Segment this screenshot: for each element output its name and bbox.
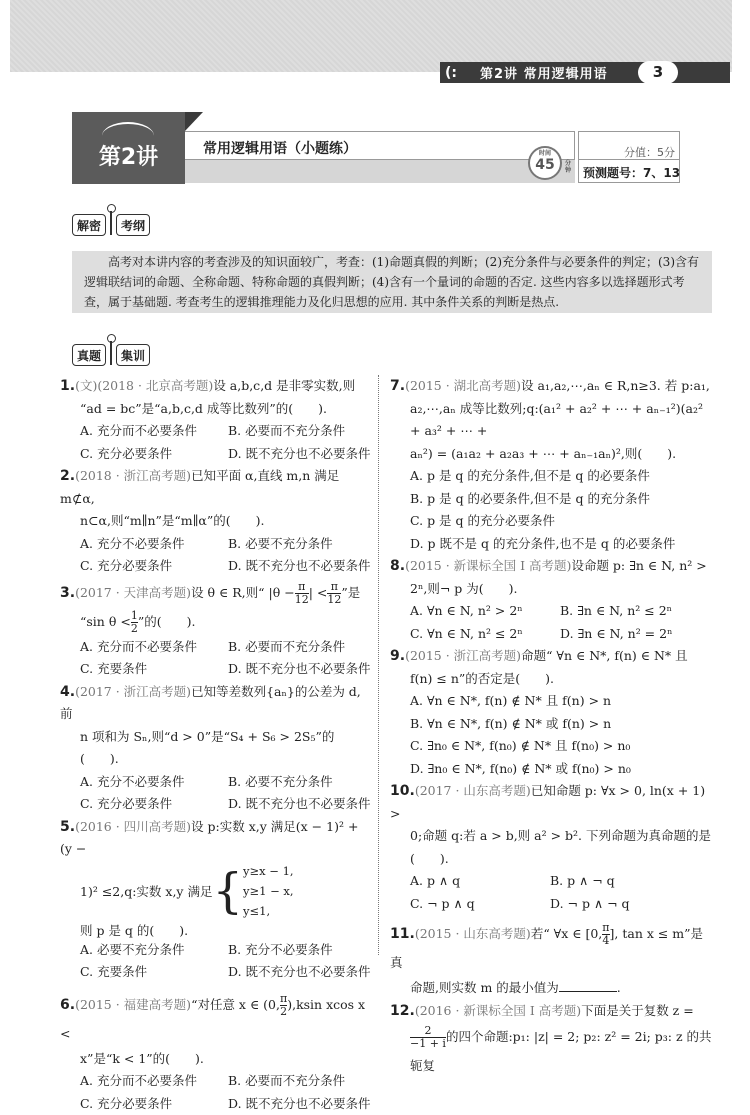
question-text: n⊂α,则“m∥n”是“m∥α”的( ). bbox=[60, 510, 372, 533]
clock-unit: 分钟 bbox=[564, 160, 572, 174]
option-a: A. 充分不必要条件 bbox=[80, 771, 228, 794]
question-number: 6. bbox=[60, 997, 75, 1013]
math-part: 2 bbox=[410, 1025, 446, 1038]
question-source: (2017 · 浙江高考题) bbox=[75, 684, 191, 699]
lecture-title: 常用逻辑用语（小题练） bbox=[185, 131, 575, 160]
option-c: C. 充分必要条件 bbox=[80, 793, 228, 816]
question-number: 5. bbox=[60, 819, 75, 835]
math-part: π bbox=[295, 581, 309, 594]
option-d: D. ∃n₀ ∈ N*, f(n₀) ∉ N* 或 f(n₀) > n₀ bbox=[390, 758, 715, 781]
option-d: D. 既不充分也不必要条件 bbox=[228, 658, 372, 681]
option-b: B. ∀n ∈ N*, f(n) ∉ N* 或 f(n) > n bbox=[390, 713, 715, 736]
option-b: B. 必要不充分条件 bbox=[228, 533, 372, 556]
right-column bbox=[390, 375, 715, 1080]
clock-label: 时间 bbox=[530, 150, 560, 158]
question-number: 10. bbox=[390, 783, 415, 799]
answer-blank[interactable] bbox=[559, 978, 617, 992]
math-part: 4 bbox=[602, 935, 609, 947]
question-source: (2015 · 山东高考题) bbox=[415, 926, 531, 941]
option-a: A. 充分而不必要条件 bbox=[80, 636, 228, 659]
math-part: 2 bbox=[280, 1006, 287, 1018]
section-tag-real-questions bbox=[72, 344, 150, 366]
section-tag-exam-outline bbox=[72, 214, 150, 236]
question-4 bbox=[60, 681, 372, 816]
question-text: | < bbox=[309, 585, 328, 600]
corner-triangle bbox=[185, 112, 203, 131]
fraction bbox=[602, 922, 609, 947]
option-d: D. 既不充分也不必要条件 bbox=[228, 443, 372, 466]
question-number: 1. bbox=[60, 378, 75, 394]
question-text: 则 p 是 q 的( ). bbox=[80, 921, 188, 939]
question-source: (文)(2018 · 北京高考题) bbox=[75, 378, 213, 393]
option-c: C. 充分必要条件 bbox=[80, 443, 228, 466]
question-text: ( ). bbox=[390, 848, 715, 871]
option-c: C. ∀n ∈ N, n² ≤ 2ⁿ bbox=[410, 623, 560, 646]
option-b: B. 必要不充分条件 bbox=[228, 771, 372, 794]
math-part: y≥1 − x, bbox=[243, 881, 294, 901]
option-d: D. p 既不是 q 的充分条件,也不是 q 的必要条件 bbox=[390, 533, 715, 556]
option-d: D. 既不充分也不必要条件 bbox=[228, 555, 372, 578]
alarm-clock-icon bbox=[528, 146, 562, 180]
question-text: 已知等差数列{aₙ}的公差为 d,前 bbox=[60, 684, 361, 722]
question-text: 命题“ ∀n ∈ N*, f(n) ∈ N* 且 bbox=[521, 648, 688, 663]
question-text: 设 p:实数 x,y 满足(x − 1)² + (y − bbox=[60, 819, 358, 857]
title-strip bbox=[185, 160, 575, 183]
option-a: A. 充分而不必要条件 bbox=[80, 1070, 228, 1093]
question-12 bbox=[390, 1000, 715, 1081]
question-text: a₂,⋯,aₙ 成等比数列;q:(a₁² + a₂² + ⋯ + aₙ₋₁²)(a₂² + a₃² + ⋯ + bbox=[390, 398, 715, 443]
math-part: 12 bbox=[327, 594, 341, 606]
option-c: C. 充要条件 bbox=[80, 961, 228, 984]
question-text: 1)² ≤2,q:实数 x,y 满足 bbox=[80, 882, 212, 900]
question-text: 2ⁿ,则¬ p 为( ). bbox=[390, 578, 715, 601]
math-part: π bbox=[327, 581, 341, 594]
option-c: C. ¬ p ∧ q bbox=[410, 893, 550, 916]
option-b: B. p ∧ ¬ q bbox=[550, 870, 715, 893]
question-text: 0;命题 q:若 a > b,则 a² > b². 下列命题为真命题的是 bbox=[390, 825, 715, 848]
info-box bbox=[578, 131, 680, 183]
option-b: B. 必要而不充分条件 bbox=[228, 1070, 372, 1093]
left-column bbox=[60, 375, 372, 1115]
math-part: y≥x − 1, bbox=[243, 861, 294, 881]
question-7 bbox=[390, 375, 715, 555]
score-text: 分值：5分 bbox=[624, 144, 675, 160]
question-text: 设 a₁,a₂,⋯,aₙ ∈ R,n≥3. 若 p:a₁, bbox=[521, 378, 710, 393]
brace-icon: { bbox=[212, 861, 243, 921]
intro-text: 高考对本讲内容的考查涉及的知识面较广，考查：(1)命题真假的判断；(2)充分条件与必要条件的判定；(3)含有逻辑联结词的命题、全称命题、特称命题的真假判断；(4)含有一个量词的命题的否定. 这些内容多以选择题形式考查，属于基础题. 考查考生的逻辑推理能力及化归思想的应用. 其中条件关系的判断是热点. bbox=[72, 251, 712, 313]
arc-decoration-icon bbox=[102, 122, 154, 136]
question-source: (2018 · 浙江高考题) bbox=[75, 468, 191, 483]
option-c: C. ∃n₀ ∈ N*, f(n₀) ∉ N* 且 f(n₀) > n₀ bbox=[390, 735, 715, 758]
question-source: (2015 · 新课标全国 Ⅰ 高考题) bbox=[405, 558, 571, 573]
option-c: C. 充分必要条件 bbox=[80, 555, 228, 578]
question-number: 2. bbox=[60, 468, 75, 484]
question-source: (2016 · 新课标全国 Ⅰ 高考题) bbox=[415, 1003, 581, 1018]
question-text: aₙ²) = (a₁a₂ + a₂a₃ + ⋯ + aₙ₋₁aₙ)²,则( ). bbox=[390, 443, 715, 466]
tag-right: 集训 bbox=[116, 344, 150, 366]
question-text: “对任意 x ∈ (0, bbox=[191, 997, 280, 1012]
inequality-system bbox=[212, 861, 293, 921]
question-text: 若“ ∀x ∈ [0, bbox=[531, 926, 602, 941]
option-b: B. 充分不必要条件 bbox=[228, 939, 372, 962]
option-b: B. ∃n ∈ N, n² ≤ 2ⁿ bbox=[560, 600, 715, 623]
question-source: (2017 · 天津高考题) bbox=[75, 585, 191, 600]
option-b: B. 必要而不充分条件 bbox=[228, 636, 372, 659]
clock-value: 45 bbox=[535, 157, 554, 173]
question-source: (2016 · 四川高考题) bbox=[75, 819, 191, 834]
fraction bbox=[410, 1025, 446, 1050]
question-text: ], tan x ≤ m”是真 bbox=[390, 926, 703, 970]
question-text: 命题,则实数 m 的最小值为 bbox=[410, 980, 559, 995]
question-5 bbox=[60, 816, 372, 984]
fraction bbox=[295, 581, 309, 606]
question-text: 的四个命题:p₁: |z| = 2; p₂: z² = 2i; p₃: z 的共轭复 bbox=[410, 1029, 712, 1073]
key-icon bbox=[106, 214, 116, 236]
option-b: B. 必要而不充分条件 bbox=[228, 420, 372, 443]
option-a: A. p ∧ q bbox=[410, 870, 550, 893]
option-a: A. 充分而不必要条件 bbox=[80, 420, 228, 443]
question-10 bbox=[390, 780, 715, 915]
question-number: 11. bbox=[390, 926, 415, 942]
question-source: (2015 · 福建高考题) bbox=[75, 997, 191, 1012]
question-3 bbox=[60, 578, 372, 681]
question-number: 12. bbox=[390, 1003, 415, 1019]
math-part: 1 bbox=[131, 610, 138, 623]
option-d: D. ¬ p ∧ ¬ q bbox=[550, 893, 715, 916]
question-9 bbox=[390, 645, 715, 780]
question-2 bbox=[60, 465, 372, 578]
question-8 bbox=[390, 555, 715, 645]
question-text: n 项和为 Sₙ,则“d > 0”是“S₄ + S₆ > 2S₅”的( ). bbox=[60, 726, 372, 771]
option-a: A. 充分不必要条件 bbox=[80, 533, 228, 556]
tag-left: 真题 bbox=[72, 344, 106, 366]
question-1 bbox=[60, 375, 372, 465]
page-number: 3 bbox=[638, 61, 678, 84]
question-text: f(n) ≤ n”的否定是( ). bbox=[390, 668, 715, 691]
option-c: C. 充要条件 bbox=[80, 658, 228, 681]
question-text: x”是“k < 1”的( ). bbox=[60, 1048, 372, 1071]
question-6 bbox=[60, 990, 372, 1115]
option-c: C. 充分必要条件 bbox=[80, 1093, 228, 1115]
option-d: D. 既不充分也不必要条件 bbox=[228, 961, 372, 984]
math-part: y≤1, bbox=[243, 901, 294, 921]
math-part: 2 bbox=[131, 623, 138, 635]
fraction bbox=[280, 993, 287, 1018]
math-part: −1 + i bbox=[410, 1038, 446, 1050]
question-11 bbox=[390, 919, 715, 1000]
question-number: 4. bbox=[60, 684, 75, 700]
question-text: ”的( ). bbox=[138, 614, 196, 629]
math-part: 12 bbox=[295, 594, 309, 606]
option-c: C. p 是 q 的充分必要条件 bbox=[390, 510, 715, 533]
tag-left: 解密 bbox=[72, 214, 106, 236]
column-divider bbox=[378, 375, 379, 955]
predicted-questions: 预测题号：7、13 bbox=[579, 159, 679, 181]
question-text: 已知命题 p: ∀x > 0, ln(x + 1) > bbox=[390, 783, 705, 821]
period: . bbox=[617, 980, 621, 995]
question-number: 8. bbox=[390, 558, 405, 574]
math-part: π bbox=[280, 993, 287, 1006]
question-text: 设 θ ∈ R,则“ |θ − bbox=[191, 585, 295, 600]
tag-right: 考纲 bbox=[116, 214, 150, 236]
question-text: “ad = bc”是“a,b,c,d 成等比数列”的( ). bbox=[60, 398, 372, 421]
option-b: B. p 是 q 的必要条件,但不是 q 的充分条件 bbox=[390, 488, 715, 511]
fraction bbox=[327, 581, 341, 606]
question-text: 下面是关于复数 z = bbox=[581, 1003, 694, 1018]
lecture-label-box bbox=[72, 112, 185, 184]
chapter-mark-icon: (: bbox=[440, 65, 462, 81]
lecture-label: 第2讲 bbox=[99, 145, 158, 170]
running-title: 第2讲 常用逻辑用语 bbox=[480, 63, 608, 82]
question-text: 设命题 p: ∃n ∈ N, n² > bbox=[571, 558, 706, 573]
question-source: (2015 · 浙江高考题) bbox=[405, 648, 521, 663]
option-a: A. ∀n ∈ N*, f(n) ∉ N* 且 f(n) > n bbox=[390, 690, 715, 713]
question-text: ),ksin xcos x < bbox=[60, 997, 365, 1041]
fraction bbox=[131, 610, 138, 635]
option-d: D. 既不充分也不必要条件 bbox=[228, 1093, 372, 1115]
question-text: 已知平面 α,直线 m,n 满足 m⊄α, bbox=[60, 468, 339, 506]
option-a: A. p 是 q 的充分条件,但不是 q 的必要条件 bbox=[390, 465, 715, 488]
question-number: 9. bbox=[390, 648, 405, 664]
question-text: 设 a,b,c,d 是非零实数,则 bbox=[213, 378, 355, 393]
question-source: (2017 · 山东高考题) bbox=[415, 783, 531, 798]
key-icon bbox=[106, 344, 116, 366]
question-text: “sin θ < bbox=[80, 614, 131, 629]
math-part: π bbox=[602, 922, 609, 935]
question-number: 3. bbox=[60, 585, 75, 601]
question-source: (2015 · 湖北高考题) bbox=[405, 378, 521, 393]
option-d: D. 既不充分也不必要条件 bbox=[228, 793, 372, 816]
option-d: D. ∃n ∈ N, n² = 2ⁿ bbox=[560, 623, 715, 646]
question-number: 7. bbox=[390, 378, 405, 394]
option-a: A. ∀n ∈ N, n² > 2ⁿ bbox=[410, 600, 560, 623]
option-a: A. 必要不充分条件 bbox=[80, 939, 228, 962]
question-text: ”是 bbox=[341, 585, 360, 600]
running-header bbox=[440, 62, 730, 83]
